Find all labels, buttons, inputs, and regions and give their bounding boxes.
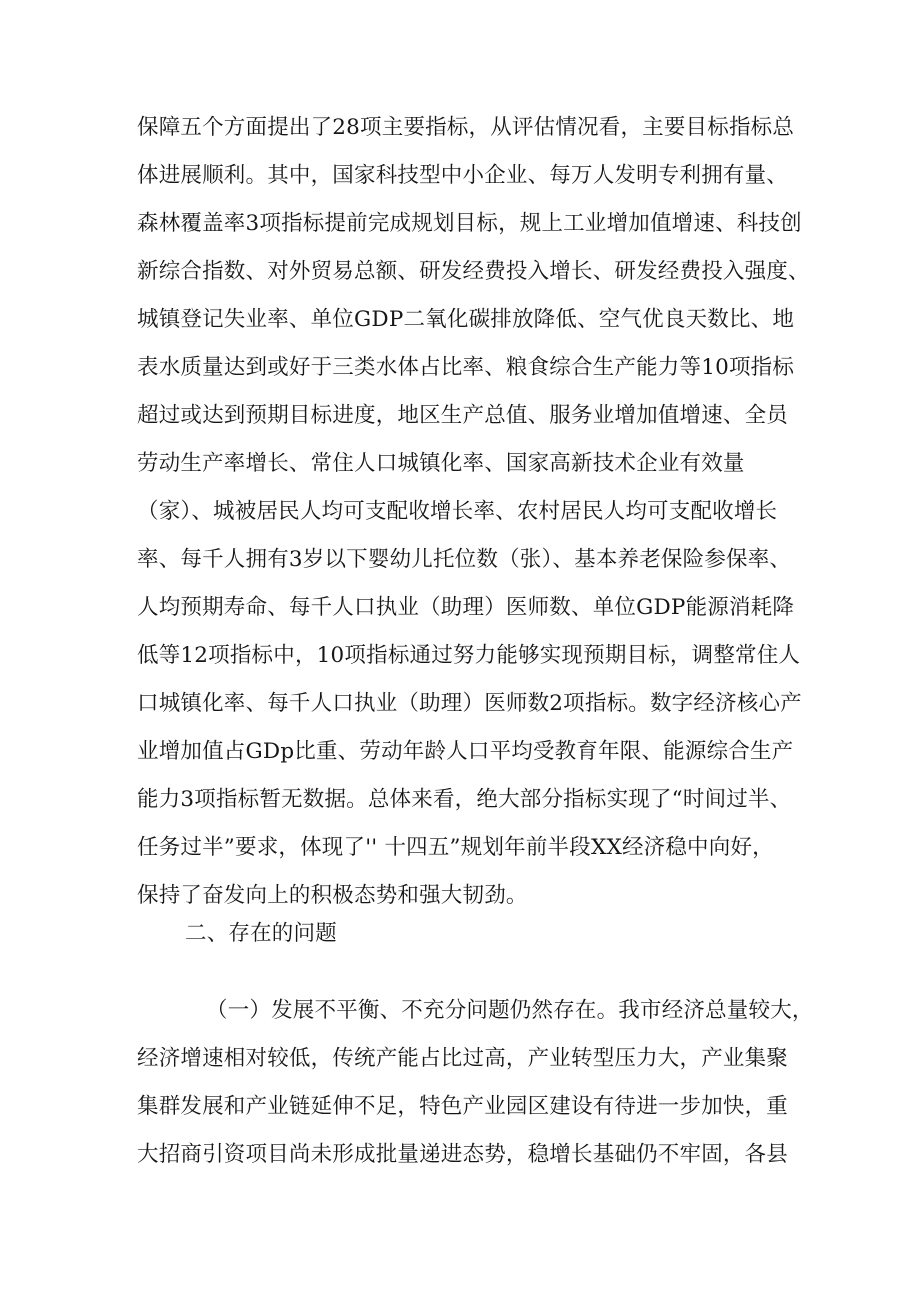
paragraph-line: （家）、城被居民人均可支配收增长率、农村居民人均可支配收增长 <box>137 499 778 524</box>
paragraph-line: 劳动生产率增长、常住人口城镇化率、国家高新技术企业有效量 <box>137 451 745 476</box>
paragraph-line: 森林覆盖率3项指标提前完成规划目标，规上工业增加值增速、科技创 <box>137 211 802 236</box>
paragraph-line: 表水质量达到或好于三类水体占比率、粮食综合生产能力等10项指标 <box>137 355 795 380</box>
paragraph-line: 任务过半”要求，体现了'' 十四五”规划年前半段XX经济稳中向好， <box>137 835 774 860</box>
paragraph-line: 经济增速相对较低，传统产能占比过高，产业转型压力大，产业集聚 <box>137 1046 789 1071</box>
paragraph-line: 大招商引资项目尚未形成批量递进态势，稳增长基础仍不牢固，各县 <box>137 1142 789 1167</box>
paragraph-line: 能力3项指标暂无数据。总体来看，绝大部分指标实现了“时间过半、 <box>137 787 792 812</box>
section-heading: 二、存在的问题 <box>185 921 337 946</box>
paragraph-line: 低等12项指标中，10项指标通过努力能够实现预期目标，调整常住人 <box>137 643 801 668</box>
paragraph-line: 业增加值占GDp比重、劳动年龄人口平均受教育年限、能源综合生产 <box>137 739 794 764</box>
paragraph-line: 集群发展和产业链延伸不足，特色产业园区建设有待进一步加快，重 <box>137 1094 789 1119</box>
paragraph-line: 城镇登记失业率、单位GDP二氧化碳排放降低、空气优良天数比、地 <box>137 307 795 332</box>
paragraph-line: 保障五个方面提出了28项主要指标，从评估情况看，主要目标指标总 <box>137 115 795 140</box>
paragraph-line: 口城镇化率、每千人口执业（助理）医师数2项指标。数字经济核心产 <box>137 691 802 716</box>
paragraph-line: 率、每千人拥有3岁以下婴幼儿托位数（张）、基本养老保险参保率、 <box>137 547 792 572</box>
paragraph-line: 保持了奋发向上的积极态势和强大韧劲。 <box>137 883 528 908</box>
paragraph-line: 新综合指数、对外贸易总额、研发经费投入增长、研发经费投入强度、 <box>137 259 810 284</box>
paragraph-line: （一）发展不平衡、不充分问题仍然存在。我市经济总量较大， <box>206 998 814 1023</box>
paragraph-line: 人均预期寿命、每千人口执业（助理）医师数、单位GDP能源消耗降 <box>137 595 795 620</box>
paragraph-line: 超过或达到预期目标进度，地区生产总值、服务业增加值增速、全员 <box>137 403 789 428</box>
paragraph-line: 体进展顺利。其中，国家科技型中小企业、每万人发明专利拥有量、 <box>137 163 789 188</box>
